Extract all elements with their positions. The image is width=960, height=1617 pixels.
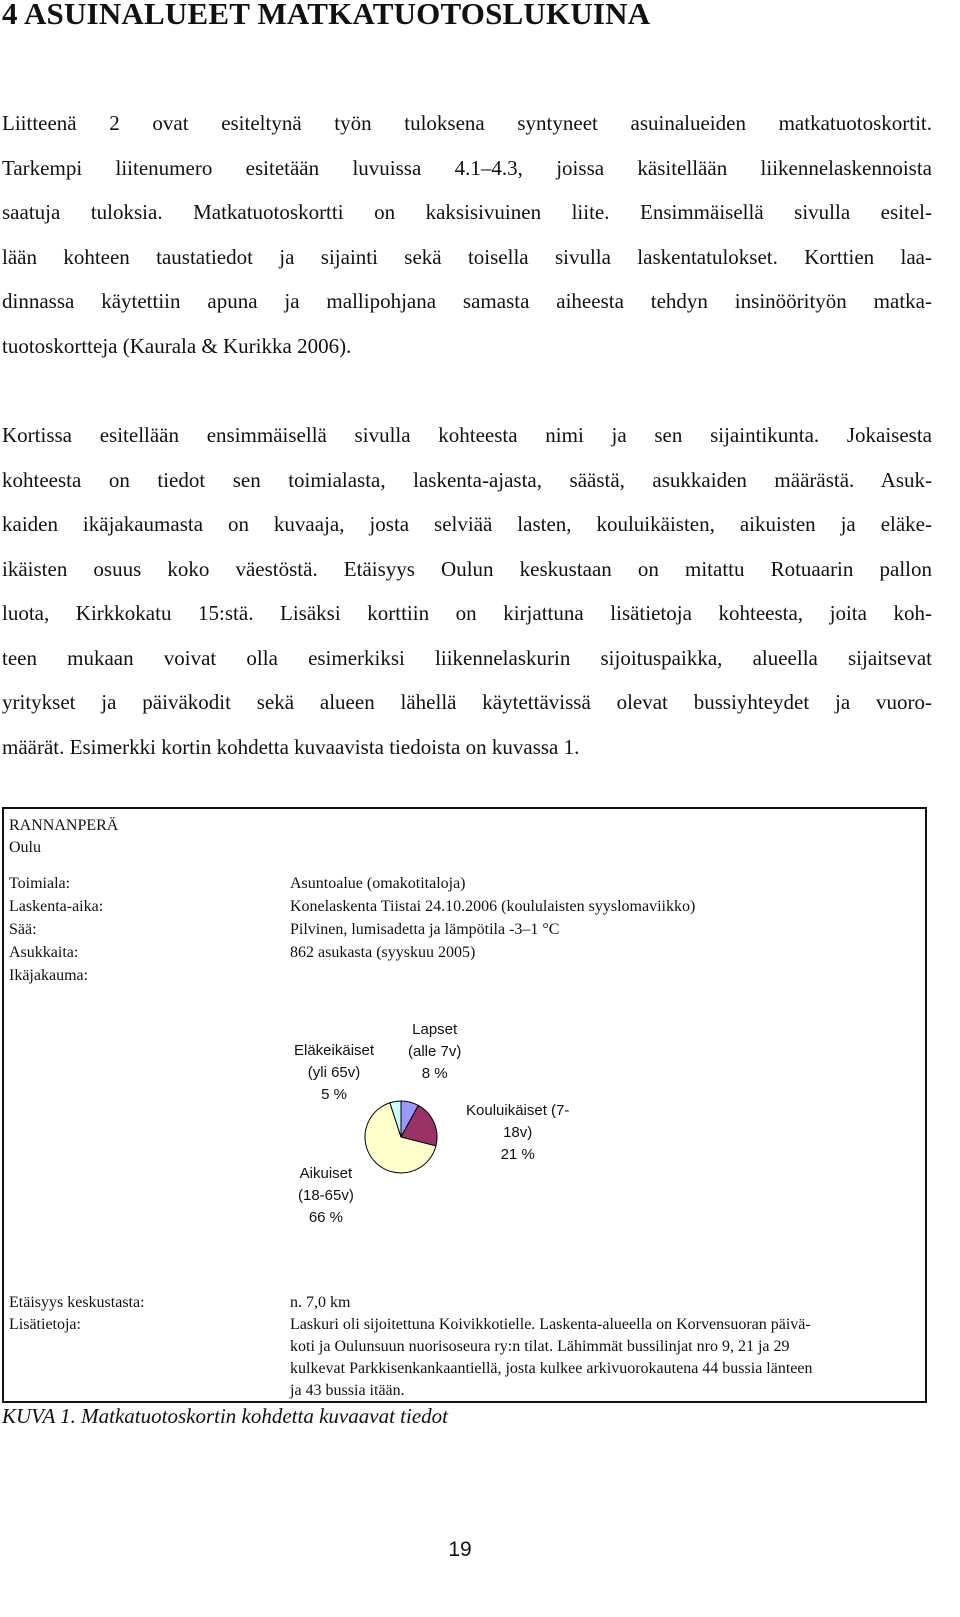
field-value-weather: Pilvinen, lumisadetta ja lämpötila -3–1 °C bbox=[290, 921, 560, 938]
paragraph-line: teen mukaan voivat olla esimerkiksi liikennelaskurin sijoituspaikka, alueella sijaitsevat bbox=[2, 645, 932, 670]
paragraph-line: luota, Kirkkokatu 15:stä. Lisäksi korttiin on kirjattuna lisätietoja kohteesta, joita koh- bbox=[2, 601, 932, 625]
info-line: Laskuri oli sijoitettuna Koivikkotielle. Laskenta-alueella on Korvensuoran päivä- bbox=[290, 1316, 811, 1333]
info-line: ja 43 bussia itään. bbox=[290, 1382, 405, 1399]
figure-caption: KUVA 1. Matkatuotoskortin kohdetta kuvaavat tiedot bbox=[2, 1404, 448, 1428]
paragraph-line: kohteesta on tiedot sen toimialasta, laskenta-ajasta, säästä, asukkaiden määrästä. Asuk- bbox=[2, 467, 932, 492]
card-area-name: RANNANPERÄ bbox=[9, 817, 119, 834]
paragraph-line: ikäisten osuus koko väestöstä. Etäisyys Oulun keskustaan on mitattu Rotuaarin pallon bbox=[2, 556, 932, 581]
paragraph-line: Tarkempi liitenumero esitetään luvuissa 4.1–4.3, joissa käsitellään liikennelaskennoista bbox=[2, 155, 932, 180]
paragraph-line: lään kohteen taustatiedot ja sijainti sekä toisella sivulla laskentatulokset. Korttien laa- bbox=[2, 244, 932, 269]
travel-card bbox=[2, 807, 927, 1403]
paragraph-1 bbox=[2, 101, 932, 368]
field-value-industry: Asuntoalue (omakotitaloja) bbox=[290, 875, 466, 892]
paragraph-2 bbox=[2, 413, 932, 769]
field-value-residents: 862 asukasta (syyskuu 2005) bbox=[290, 944, 476, 961]
paragraph-line: määrät. Esimerkki kortin kohdetta kuvaavista tiedoista on kuvassa 1. bbox=[2, 734, 580, 759]
paragraph-line: yritykset ja päiväkodit sekä alueen lähellä käytettävissä olevat bussiyhteydet ja vuoro- bbox=[2, 690, 932, 714]
paragraph-line: kaiden ikäjakaumasta on kuvaaja, josta selviää lasten, kouluikäisten, aikuisten ja eläke- bbox=[2, 512, 932, 536]
pie-label-retirees: Eläkeikäiset (yli 65v) 5 % bbox=[294, 1042, 375, 1103]
paragraph-line: Liitteenä 2 ovat esiteltynä työn tuloksena syntyneet asuinalueiden matkatuotoskortit. bbox=[2, 111, 932, 135]
info-line: koti ja Oulunsuun nuorisoseura ry:n tilat. Lähimmät bussilinjat nro 9, 21 ja 29 bbox=[290, 1338, 790, 1355]
card-municipality: Oulu bbox=[9, 839, 41, 856]
field-label-residents: Asukkaita: bbox=[9, 944, 79, 961]
pie-label-children: Lapset (alle 7v) 8 % bbox=[408, 1021, 462, 1082]
paragraph-line: tuotoskortteja (Kaurala & Kurikka 2006). bbox=[2, 333, 352, 358]
field-label-distance: Etäisyys keskustasta: bbox=[9, 1294, 145, 1311]
field-label-additional-info: Lisätietoja: bbox=[9, 1316, 81, 1333]
field-label-count-time: Laskenta-aika: bbox=[9, 898, 104, 915]
field-label-weather: Sää: bbox=[9, 921, 37, 938]
paragraph-line: Kortissa esitellään ensimmäisellä sivulla kohteesta nimi ja sen sijaintikunta. Jokaisesta bbox=[2, 423, 932, 447]
pie-label-school-age: Kouluikäiset (7- 18v) 21 % bbox=[466, 1102, 570, 1163]
paragraph-line: saatuja tuloksia. Matkatuotoskortti on kaksisivuinen liite. Ensimmäisellä sivulla esitel- bbox=[2, 200, 932, 224]
paragraph-line: dinnassa käytettiin apuna ja mallipohjana samasta aiheesta tehdyn insinöörityön matka- bbox=[2, 289, 932, 313]
pie-label-adults: Aikuiset (18-65v) 66 % bbox=[298, 1165, 354, 1226]
page-number: 19 bbox=[448, 1538, 472, 1561]
field-label-industry: Toimiala: bbox=[9, 875, 71, 892]
field-label-age-distribution: Ikäjakauma: bbox=[9, 967, 89, 984]
section-heading: 4 ASUINALUEET MATKATUOTOSLUKUINA bbox=[2, 0, 651, 31]
age-distribution-pie-chart bbox=[4, 1004, 925, 1274]
field-value-distance: n. 7,0 km bbox=[290, 1294, 351, 1311]
pie-svg bbox=[4, 1004, 925, 1274]
info-line: kulkevat Parkkisenkankaantiellä, josta kulkee arkivuorokautena 44 bussia länteen bbox=[290, 1360, 813, 1377]
field-value-count-time: Konelaskenta Tiistai 24.10.2006 (koululaisten syyslomaviikko) bbox=[290, 898, 696, 915]
